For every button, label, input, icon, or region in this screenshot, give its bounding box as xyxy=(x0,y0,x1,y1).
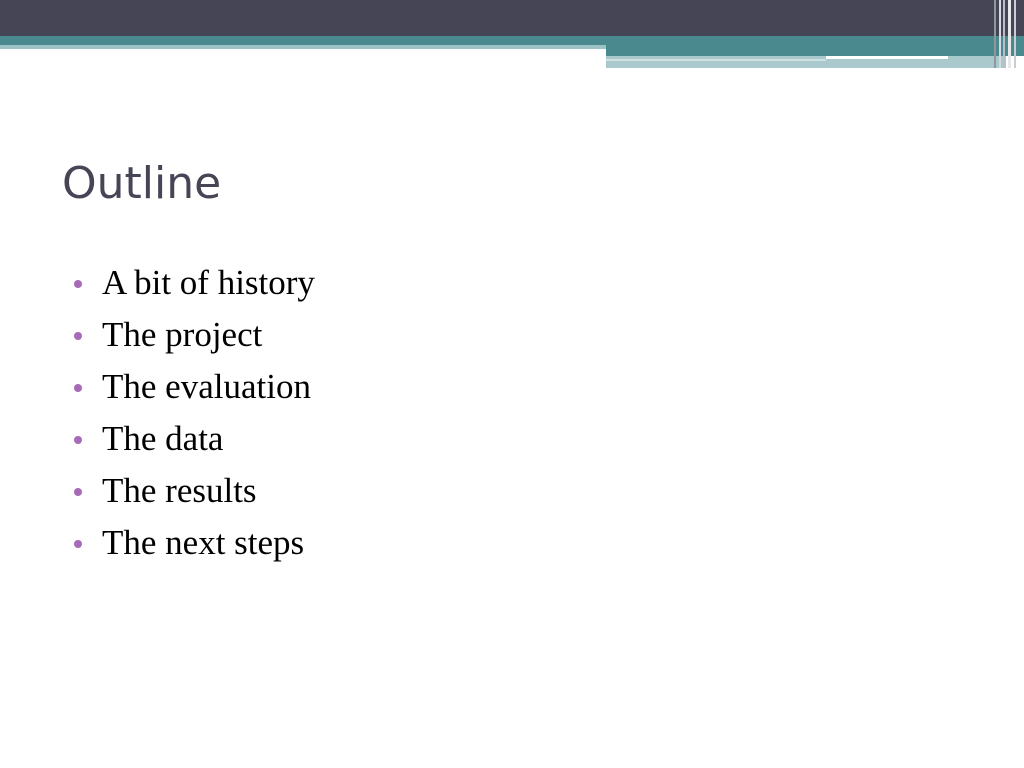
header-band-light-left xyxy=(0,45,606,49)
bullet-item xyxy=(72,416,315,468)
header-stripe xyxy=(1003,0,1005,68)
bullet-text: The next steps xyxy=(102,523,305,562)
header-accent-line xyxy=(826,56,948,59)
bullet-text: The evaluation xyxy=(102,367,311,406)
header-stripes xyxy=(994,0,1024,68)
header-accent-line xyxy=(606,59,826,61)
header-stripe xyxy=(994,0,996,68)
bullet-text: The data xyxy=(102,419,224,458)
header-band-teal-right xyxy=(606,45,1024,56)
bullet-dot-icon xyxy=(74,384,82,392)
bullet-list xyxy=(72,260,315,572)
header-stripe xyxy=(1008,0,1011,68)
bullet-dot-icon xyxy=(74,488,82,496)
bullet-dot-icon xyxy=(74,332,82,340)
slide-title: Outline xyxy=(62,158,222,209)
bullet-item xyxy=(72,468,315,520)
header-stripe xyxy=(999,0,1001,68)
bullet-item xyxy=(72,260,315,312)
bullet-dot-icon xyxy=(74,436,82,444)
header-band-teal xyxy=(0,36,1024,45)
bullet-text: The project xyxy=(102,315,263,354)
bullet-item xyxy=(72,520,315,572)
bullet-dot-icon xyxy=(74,280,82,288)
bullet-item xyxy=(72,364,315,416)
header-stripe xyxy=(1014,0,1016,68)
header-band-dark xyxy=(0,0,1024,36)
bullet-item xyxy=(72,312,315,364)
bullet-dot-icon xyxy=(74,540,82,548)
bullet-text: The results xyxy=(102,471,257,510)
bullet-text: A bit of history xyxy=(102,263,315,302)
